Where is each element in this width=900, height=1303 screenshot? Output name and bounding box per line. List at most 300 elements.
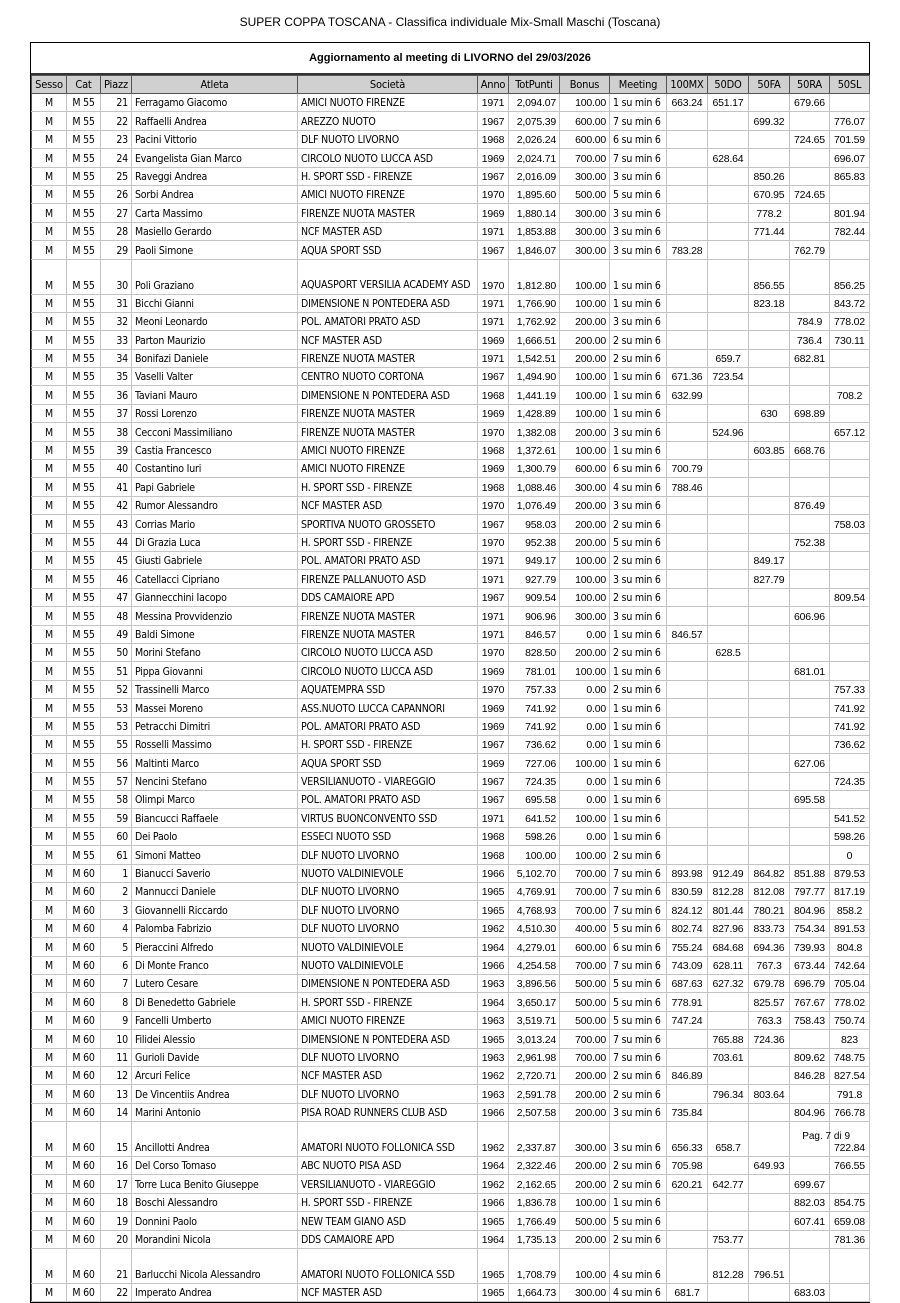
cell-meeting: 5 su min 6 [610,993,667,1011]
cell-societa: DIMENSIONE N PONTEDERA ASD [298,294,478,312]
cell-cat: M 55 [67,735,101,753]
cell-totpunti: 846.57 [509,625,560,643]
cell-50do [708,460,749,478]
cell-100mx [667,441,708,459]
cell-meeting: 3 su min 6 [610,167,667,185]
cell-totpunti: 1,853.88 [509,222,560,240]
cell-50sl: 782.44 [830,222,870,240]
cell-50do: 628.11 [708,956,749,974]
cell-100mx: 671.36 [667,368,708,386]
cell-meeting: 1 su min 6 [610,735,667,753]
cell-100mx: 632.99 [667,386,708,404]
cell-50do [708,735,749,753]
cell-50sl: 766.55 [830,1157,870,1175]
cell-totpunti: 1,735.13 [509,1230,560,1248]
cell-societa: CENTRO NUOTO CORTONA [298,368,478,386]
cell-50do [708,441,749,459]
cell-100mx [667,294,708,312]
cell-cat: M 60 [67,1249,101,1284]
cell-50do [708,625,749,643]
cell-anno: 1969 [478,404,509,422]
cell-atleta: Nencini Stefano [132,772,298,790]
cell-societa: POL. AMATORI PRATO ASD [298,717,478,735]
cell-sesso: M [32,368,67,386]
cell-cat: M 55 [67,130,101,148]
cell-bonus: 700.00 [560,1030,610,1048]
cell-totpunti: 1,664.73 [509,1284,560,1302]
cell-50do [708,827,749,845]
cell-atleta: Arcuri Felice [132,1066,298,1084]
cell-50ra: 851.88 [790,864,830,882]
cell-50fa [749,496,790,514]
cell-totpunti: 741.92 [509,699,560,717]
cell-totpunti: 5,102.70 [509,864,560,882]
cell-50do [708,241,749,259]
cell-totpunti: 741.92 [509,717,560,735]
cell-totpunti: 1,846.07 [509,241,560,259]
cell-anno: 1971 [478,94,509,112]
cell-100mx [667,1212,708,1230]
cell-50fa: 849.17 [749,551,790,569]
cell-50fa: 778.2 [749,204,790,222]
cell-totpunti: 2,961.98 [509,1048,560,1066]
cell-totpunti: 641.52 [509,809,560,827]
table-row [32,680,870,698]
cell-meeting: 7 su min 6 [610,901,667,919]
cell-50sl [830,241,870,259]
cell-50sl: 781.36 [830,1230,870,1248]
cell-50ra [790,149,830,167]
table-row [32,1193,870,1211]
cell-50ra: 696.79 [790,974,830,992]
cell-anno: 1967 [478,791,509,809]
cell-atleta: Rosselli Massimo [132,735,298,753]
cell-50do [708,570,749,588]
cell-50fa: 812.08 [749,883,790,901]
cell-50sl: 801.94 [830,204,870,222]
cell-societa: VIRTUS BUONCONVENTO SSD [298,809,478,827]
cell-100mx [667,551,708,569]
cell-societa: NUOTO VALDINIEVOLE [298,956,478,974]
cell-anno: 1967 [478,368,509,386]
cell-50sl: 724.35 [830,772,870,790]
cell-totpunti: 2,322.46 [509,1157,560,1175]
cell-anno: 1967 [478,772,509,790]
table-row [32,956,870,974]
cell-50fa: 630 [749,404,790,422]
cell-totpunti: 1,494.90 [509,368,560,386]
cell-meeting: 1 su min 6 [610,754,667,772]
cell-societa: H. SPORT SSD - FIRENZE [298,993,478,1011]
cell-sesso: M [32,938,67,956]
cell-100mx: 656.33 [667,1122,708,1157]
cell-50fa [749,478,790,496]
cell-50ra: 698.89 [790,404,830,422]
cell-cat: M 60 [67,883,101,901]
cell-50sl: 748.75 [830,1048,870,1066]
cell-societa: FIRENZE NUOTA MASTER [298,625,478,643]
column-header-totpunti: TotPunti [509,76,560,94]
cell-sesso: M [32,1030,67,1048]
cell-100mx [667,1193,708,1211]
cell-cat: M 60 [67,1122,101,1157]
cell-50ra: 724.65 [790,130,830,148]
cell-piazz: 31 [101,294,132,312]
cell-piazz: 29 [101,241,132,259]
cell-meeting: 1 su min 6 [610,827,667,845]
table-body [32,94,870,1302]
cell-meeting: 7 su min 6 [610,883,667,901]
cell-societa: FIRENZE NUOTA MASTER [298,404,478,422]
cell-meeting: 3 su min 6 [610,496,667,514]
cell-totpunti: 3,519.71 [509,1011,560,1029]
cell-50sl: 750.74 [830,1011,870,1029]
cell-piazz: 3 [101,901,132,919]
cell-100mx [667,588,708,606]
cell-anno: 1965 [478,1284,509,1302]
cell-50fa [749,1284,790,1302]
cell-cat: M 55 [67,846,101,864]
cell-50do: 628.64 [708,149,749,167]
cell-50ra [790,588,830,606]
cell-bonus: 100.00 [560,368,610,386]
cell-societa: AMICI NUOTO FIRENZE [298,94,478,112]
cell-societa: NUOTO VALDINIEVOLE [298,938,478,956]
cell-totpunti: 2,016.09 [509,167,560,185]
table-row [32,294,870,312]
cell-societa: FIRENZE NUOTA MASTER [298,349,478,367]
cell-atleta: Massei Moreno [132,699,298,717]
cell-atleta: Pacini Vittorio [132,130,298,148]
cell-sesso: M [32,1066,67,1084]
cell-sesso: M [32,662,67,680]
cell-bonus: 700.00 [560,864,610,882]
cell-50do [708,680,749,698]
table-row [32,241,870,259]
cell-100mx [667,754,708,772]
cell-cat: M 55 [67,423,101,441]
cell-50do [708,515,749,533]
cell-sesso: M [32,404,67,422]
cell-cat: M 60 [67,956,101,974]
cell-meeting: 7 su min 6 [610,864,667,882]
cell-societa: DLF NUOTO LIVORNO [298,919,478,937]
cell-50do: 703.61 [708,1048,749,1066]
table-row [32,864,870,882]
cell-meeting: 3 su min 6 [610,423,667,441]
cell-50fa: 670.95 [749,185,790,203]
cell-piazz: 47 [101,588,132,606]
cell-cat: M 55 [67,515,101,533]
cell-bonus: 300.00 [560,167,610,185]
cell-atleta: Boschi Alessandro [132,1193,298,1211]
cell-cat: M 60 [67,1066,101,1084]
cell-anno: 1967 [478,241,509,259]
cell-totpunti: 1,300.79 [509,460,560,478]
cell-50sl: 741.92 [830,699,870,717]
cell-bonus: 300.00 [560,204,610,222]
cell-50ra [790,222,830,240]
cell-meeting: 4 su min 6 [610,1284,667,1302]
ranking-table [31,75,870,1302]
cell-100mx [667,423,708,441]
cell-50ra: 767.67 [790,993,830,1011]
table-row [32,167,870,185]
cell-50sl: 823 [830,1030,870,1048]
cell-anno: 1968 [478,478,509,496]
cell-100mx [667,222,708,240]
cell-50do: 723.54 [708,368,749,386]
cell-anno: 1964 [478,993,509,1011]
cell-sesso: M [32,149,67,167]
cell-sesso: M [32,1230,67,1248]
cell-50sl [830,1175,870,1193]
cell-piazz: 12 [101,1066,132,1084]
cell-anno: 1962 [478,919,509,937]
cell-sesso: M [32,864,67,882]
cell-bonus: 300.00 [560,222,610,240]
cell-50do [708,846,749,864]
cell-atleta: Meoni Leonardo [132,312,298,330]
cell-piazz: 33 [101,331,132,349]
cell-50fa [749,368,790,386]
cell-50do: 659.7 [708,349,749,367]
cell-anno: 1965 [478,1030,509,1048]
cell-50do [708,533,749,551]
cell-cat: M 60 [67,1230,101,1248]
cell-totpunti: 2,026.24 [509,130,560,148]
cell-totpunti: 1,895.60 [509,185,560,203]
cell-50sl: 757.33 [830,680,870,698]
cell-bonus: 0.00 [560,735,610,753]
cell-sesso: M [32,1011,67,1029]
cell-atleta: Raffaelli Andrea [132,112,298,130]
cell-sesso: M [32,222,67,240]
cell-piazz: 16 [101,1157,132,1175]
cell-50sl: 778.02 [830,312,870,330]
cell-atleta: Donnini Paolo [132,1212,298,1230]
cell-atleta: Lutero Cesare [132,974,298,992]
cell-piazz: 56 [101,754,132,772]
column-header-piazz: Piazz [101,76,132,94]
cell-cat: M 55 [67,167,101,185]
cell-50fa [749,827,790,845]
cell-societa: H. SPORT SSD - FIRENZE [298,735,478,753]
cell-meeting: 7 su min 6 [610,956,667,974]
cell-bonus: 600.00 [560,112,610,130]
cell-50sl [830,496,870,514]
cell-atleta: Morini Stefano [132,643,298,661]
cell-totpunti: 727.06 [509,754,560,772]
cell-meeting: 3 su min 6 [610,607,667,625]
cell-sesso: M [32,1193,67,1211]
cell-100mx [667,791,708,809]
cell-atleta: Di Grazia Luca [132,533,298,551]
cell-meeting: 5 su min 6 [610,1011,667,1029]
table-row [32,1157,870,1175]
cell-50fa: 823.18 [749,294,790,312]
cell-meeting: 3 su min 6 [610,1122,667,1157]
cell-meeting: 2 su min 6 [610,680,667,698]
cell-100mx [667,130,708,148]
cell-totpunti: 1,666.51 [509,331,560,349]
cell-sesso: M [32,94,67,112]
cell-societa: AMATORI NUOTO FOLLONICA SSD [298,1249,478,1284]
cell-piazz: 24 [101,149,132,167]
cell-50fa [749,331,790,349]
cell-50do [708,112,749,130]
cell-meeting: 5 su min 6 [610,533,667,551]
cell-piazz: 40 [101,460,132,478]
table-row [32,496,870,514]
table-row [32,1284,870,1302]
cell-atleta: Del Corso Tomaso [132,1157,298,1175]
cell-sesso: M [32,643,67,661]
cell-anno: 1971 [478,294,509,312]
cell-sesso: M [32,680,67,698]
cell-100mx [667,570,708,588]
cell-piazz: 1 [101,864,132,882]
column-header-anno: Anno [478,76,509,94]
cell-50sl: 817.19 [830,883,870,901]
cell-totpunti: 4,768.93 [509,901,560,919]
cell-piazz: 37 [101,404,132,422]
cell-50sl: 705.04 [830,974,870,992]
cell-societa: PISA ROAD RUNNERS CLUB ASD [298,1103,478,1121]
cell-bonus: 500.00 [560,1011,610,1029]
cell-piazz: 20 [101,1230,132,1248]
cell-50ra [790,259,830,294]
cell-anno: 1968 [478,386,509,404]
cell-cat: M 55 [67,809,101,827]
cell-societa: CIRCOLO NUOTO LUCCA ASD [298,149,478,167]
cell-anno: 1963 [478,1011,509,1029]
cell-societa: AMICI NUOTO FIRENZE [298,185,478,203]
cell-sesso: M [32,386,67,404]
cell-sesso: M [32,883,67,901]
cell-meeting: 6 su min 6 [610,938,667,956]
cell-cat: M 55 [67,386,101,404]
results-frame [30,42,870,1303]
cell-50ra [790,1157,830,1175]
cell-50do [708,772,749,790]
cell-meeting: 1 su min 6 [610,94,667,112]
cell-50fa [749,149,790,167]
cell-bonus: 100.00 [560,404,610,422]
cell-anno: 1967 [478,515,509,533]
cell-meeting: 3 su min 6 [610,204,667,222]
cell-piazz: 45 [101,551,132,569]
cell-totpunti: 1,836.78 [509,1193,560,1211]
cell-50do [708,222,749,240]
cell-piazz: 22 [101,1284,132,1302]
cell-cat: M 60 [67,938,101,956]
table-row [32,404,870,422]
cell-50sl [830,349,870,367]
cell-50ra: 682.81 [790,349,830,367]
cell-50do [708,130,749,148]
cell-100mx: 663.24 [667,94,708,112]
cell-bonus: 200.00 [560,423,610,441]
cell-bonus: 300.00 [560,607,610,625]
cell-meeting: 4 su min 6 [610,1249,667,1284]
cell-societa: POL. AMATORI PRATO ASD [298,791,478,809]
cell-cat: M 60 [67,1048,101,1066]
cell-50do: 753.77 [708,1230,749,1248]
cell-totpunti: 781.01 [509,662,560,680]
cell-bonus: 200.00 [560,331,610,349]
cell-piazz: 21 [101,1249,132,1284]
cell-totpunti: 1,428.89 [509,404,560,422]
cell-50sl [830,533,870,551]
cell-50fa [749,846,790,864]
cell-totpunti: 1,766.90 [509,294,560,312]
column-header-100mx: 100MX [667,76,708,94]
cell-bonus: 300.00 [560,1122,610,1157]
table-row [32,204,870,222]
cell-cat: M 60 [67,1212,101,1230]
cell-50ra [790,699,830,717]
cell-bonus: 0.00 [560,699,610,717]
cell-piazz: 18 [101,1193,132,1211]
cell-meeting: 1 su min 6 [610,717,667,735]
cell-bonus: 600.00 [560,460,610,478]
cell-50do [708,588,749,606]
cell-100mx: 620.21 [667,1175,708,1193]
cell-atleta: Morandini Nicola [132,1230,298,1248]
cell-atleta: Biancucci Raffaele [132,809,298,827]
table-row [32,112,870,130]
cell-anno: 1963 [478,974,509,992]
cell-50fa [749,643,790,661]
cell-meeting: 1 su min 6 [610,386,667,404]
cell-100mx: 846.89 [667,1066,708,1084]
cell-sesso: M [32,1122,67,1157]
cell-50do [708,993,749,1011]
cell-50fa [749,662,790,680]
cell-50fa: 694.36 [749,938,790,956]
cell-societa: AMICI NUOTO FIRENZE [298,460,478,478]
table-row [32,735,870,753]
cell-piazz: 59 [101,809,132,827]
cell-100mx: 802.74 [667,919,708,937]
cell-sesso: M [32,204,67,222]
cell-100mx [667,349,708,367]
cell-cat: M 55 [67,185,101,203]
column-header-50ra: 50RA [790,76,830,94]
cell-meeting: 1 su min 6 [610,1193,667,1211]
cell-totpunti: 927.79 [509,570,560,588]
cell-anno: 1969 [478,149,509,167]
cell-50fa: 856.55 [749,259,790,294]
cell-50ra: 683.03 [790,1284,830,1302]
cell-bonus: 0.00 [560,772,610,790]
cell-anno: 1970 [478,259,509,294]
cell-atleta: Giannecchini Iacopo [132,588,298,606]
cell-50do [708,294,749,312]
cell-societa: DLF NUOTO LIVORNO [298,130,478,148]
cell-50sl: 809.54 [830,588,870,606]
cell-anno: 1964 [478,1157,509,1175]
cell-meeting: 1 su min 6 [610,662,667,680]
page-number: Pag. 7 di 9 [802,1131,850,1142]
table-row [32,222,870,240]
cell-bonus: 200.00 [560,1085,610,1103]
cell-societa: FIRENZE PALLANUOTO ASD [298,570,478,588]
cell-50sl: 879.53 [830,864,870,882]
cell-atleta: Poli Graziano [132,259,298,294]
cell-50sl: 657.12 [830,423,870,441]
